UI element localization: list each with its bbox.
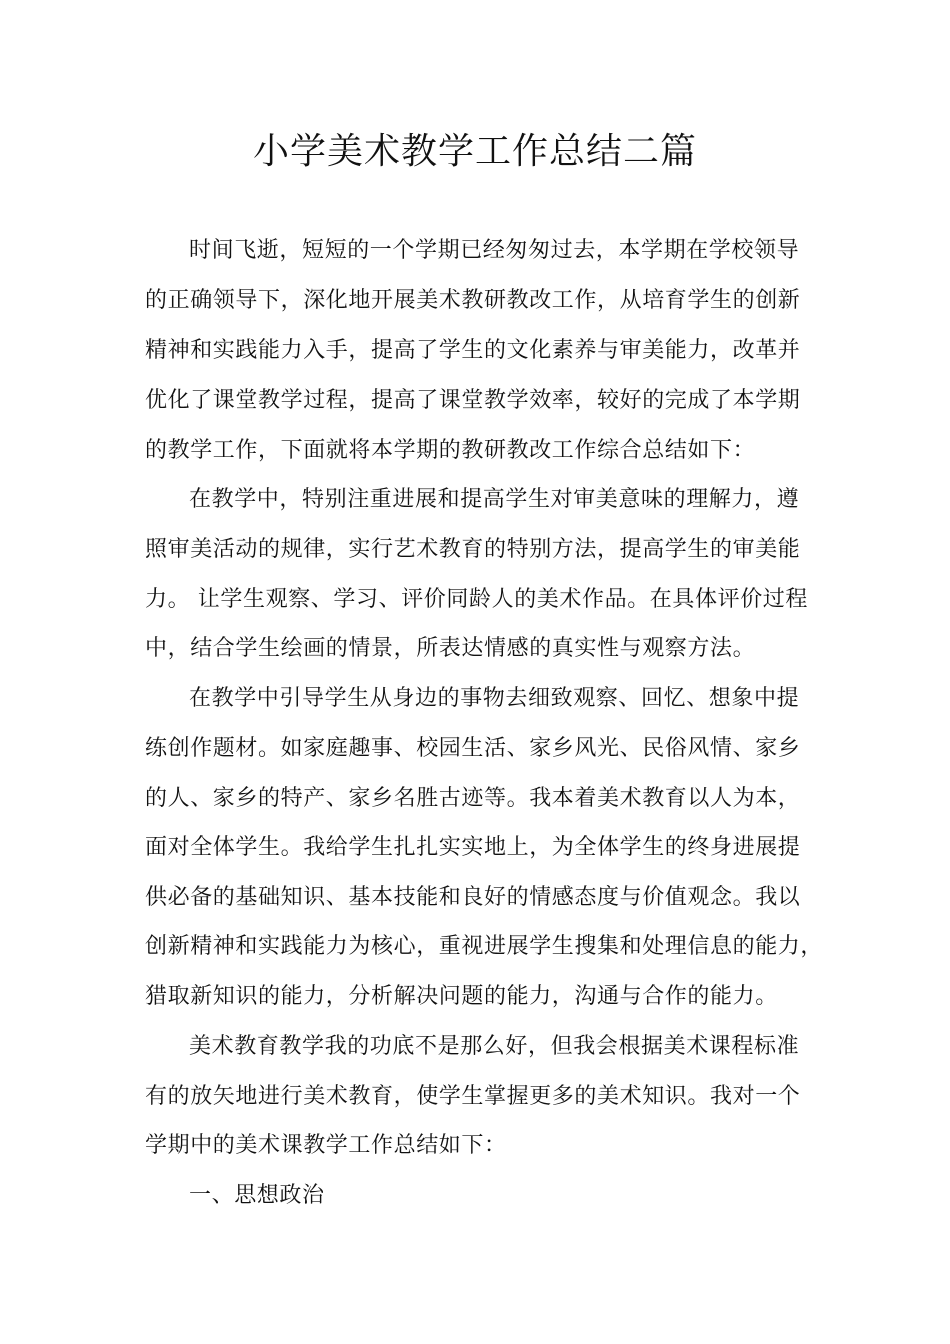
paragraph-line: 力。 让学生观察、学习、评价同龄人的美术作品。在具体评价过程 bbox=[145, 587, 808, 612]
paragraph-line: 创新精神和实践能力为核心，重视进展学生搜集和处理信息的能力， bbox=[145, 934, 824, 959]
paragraph-line: 照审美活动的规律，实行艺术教育的特别方法，提高学生的审美能 bbox=[145, 537, 801, 562]
paragraph-line: 的教学工作，下面就将本学期的教研教改工作综合总结如下： bbox=[145, 438, 756, 463]
paragraph-line: 精神和实践能力入手，提高了学生的文化素养与审美能力，改革并 bbox=[145, 338, 801, 363]
paragraph-line: 在教学中引导学生从身边的事物去细致观察、回忆、想象中提 bbox=[189, 686, 800, 711]
paragraph-line: 学期中的美术课教学工作总结如下： bbox=[145, 1133, 507, 1158]
paragraph-line: 有的放矢地进行美术教育，使学生掌握更多的美术知识。我对一个 bbox=[145, 1084, 801, 1109]
document-title: 小学美术教学工作总结二篇 bbox=[252, 131, 697, 172]
paragraph-line: 的正确领导下，深化地开展美术教研教改工作，从培育学生的创新 bbox=[145, 288, 801, 313]
paragraph-line: 猎取新知识的能力，分析解决问题的能力，沟通与合作的能力。 bbox=[145, 984, 778, 1009]
paragraph-line: 时间飞逝，短短的一个学期已经匆匆过去，本学期在学校领导 bbox=[189, 238, 800, 263]
paragraph-line: 供必备的基础知识、基本技能和良好的情感态度与价值观念。我以 bbox=[145, 885, 801, 910]
paragraph-line: 在教学中，特别注重进展和提高学生对审美意味的理解力，遵 bbox=[189, 487, 800, 512]
paragraph-line: 练创作题材。如家庭趣事、校园生活、家乡风光、民俗风情、家乡 bbox=[145, 736, 801, 761]
paragraph-line: 中，结合学生绘画的情景，所表达情感的真实性与观察方法。 bbox=[145, 636, 756, 661]
paragraph-line: 美术教育教学我的功底不是那么好，但我会根据美术课程标准 bbox=[189, 1034, 800, 1059]
paragraph-line: 面对全体学生。我给学生扎扎实实地上，为全体学生的终身进展提 bbox=[145, 835, 801, 860]
section-heading: 一、思想政治 bbox=[189, 1183, 325, 1208]
paragraph-line: 的人、家乡的特产、家乡名胜古迹等。我本着美术教育以人为本， bbox=[145, 786, 801, 811]
paragraph-line: 优化了课堂教学过程，提高了课堂教学效率，较好的完成了本学期 bbox=[145, 388, 801, 413]
